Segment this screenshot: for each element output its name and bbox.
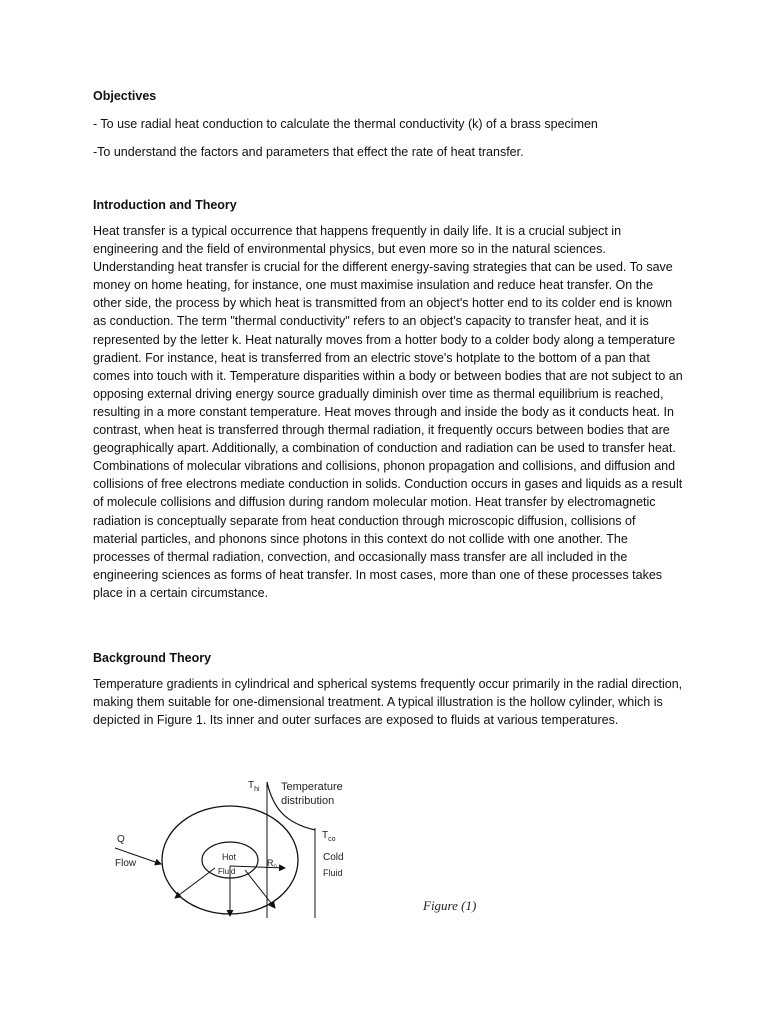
introduction-heading: Introduction and Theory xyxy=(93,198,237,212)
objectives-heading: Objectives xyxy=(93,89,157,103)
ro-label: $R_o$ xyxy=(267,858,277,870)
cold-label: Cold xyxy=(323,852,344,863)
temperature-distribution-label-2: distribution xyxy=(281,795,335,807)
flow-label: Flow xyxy=(115,858,137,869)
q-label: Q xyxy=(117,834,125,845)
radial-arrow-left xyxy=(175,868,215,898)
radial-arrow-right xyxy=(245,870,275,908)
objective-item-1: - To use radial heat conduction to calculate the thermal conductivity (k) of a brass specimen xyxy=(93,117,598,131)
thi-label: $T_{hi}$ xyxy=(248,780,260,793)
objective-item-2: -To understand the factors and parameters that effect the rate of heat transfer. xyxy=(93,145,524,159)
hot-label: Hot xyxy=(222,852,237,862)
figure-caption: Figure (1) xyxy=(423,898,477,913)
inner-fluid-label: Fluid xyxy=(218,867,236,876)
background-heading: Background Theory xyxy=(93,651,212,665)
background-paragraph: Temperature gradients in cylindrical and spherical systems frequently occur primarily in the radial direction, making them suitable for one-dimensional treatment. A typical illustration is the hollow cylinder, which is depicted in Figure 1. Its inner and outer surfaces are exposed to fluids at various temperatures. xyxy=(93,677,683,728)
outer-fluid-label: Fluid xyxy=(323,868,343,878)
introduction-paragraph: Heat transfer is a typical occurrence that happens frequently in daily life. It is a crucial subject in engineering and the field of environmental physics, but even more so in the natural sciences. Understanding heat transfer is crucial for the different energy-saving strategies that can be used. To save money on home heating, for instance, one must maximise insulation and reduce heat transfer. On the other side, the process by which heat is transmitted from an object's hotter end to its colder end is known as conduction. The term "thermal conductivity" refers to an object's capacity to transfer heat, and it is represented by the letter k. Heat naturally moves from a hotter body to a colder body along a temperature gradient. For instance, heat is transferred from an electric stove's hotplate to the bottom of a pan that comes into touch with it. Temperature disparities within a body or between bodies that are not subject to an opposing external driving energy source gradually diminish over time as thermal equilibrium is reached, resulting in a more constant temperature. Heat moves through and inside the body as it conducts heat. In contrast, when heat is transferred through thermal radiation, it frequently occurs between bodies that are geographically apart. Additionally, a combination of conduction and radiation can be used to transfer heat. Combinations of molecular vibrations and collisions, phonon propagation and collisions, and diffusion and collisions of free electrons mediate conduction in solids. Conduction occurs in gases and liquids as a result of molecule collisions and diffusion during random molecular motion. Heat transfer by electromagnetic radiation is conceptually separate from heat conduction through microscopic diffusion, collisions of material particles, and phonons since photons in this context do not collide with one another. The processes of thermal radiation, convection, and occasionally mass transfer are all included in the engineering sciences as forms of heat transfer. In most cases, more than one of these processes takes place in a certain circumstance. xyxy=(93,224,683,600)
temperature-distribution-label-1: Temperature xyxy=(281,781,343,793)
tco-label: $T_{co}$ xyxy=(322,830,336,843)
hollow-cylinder-figure xyxy=(105,768,505,948)
